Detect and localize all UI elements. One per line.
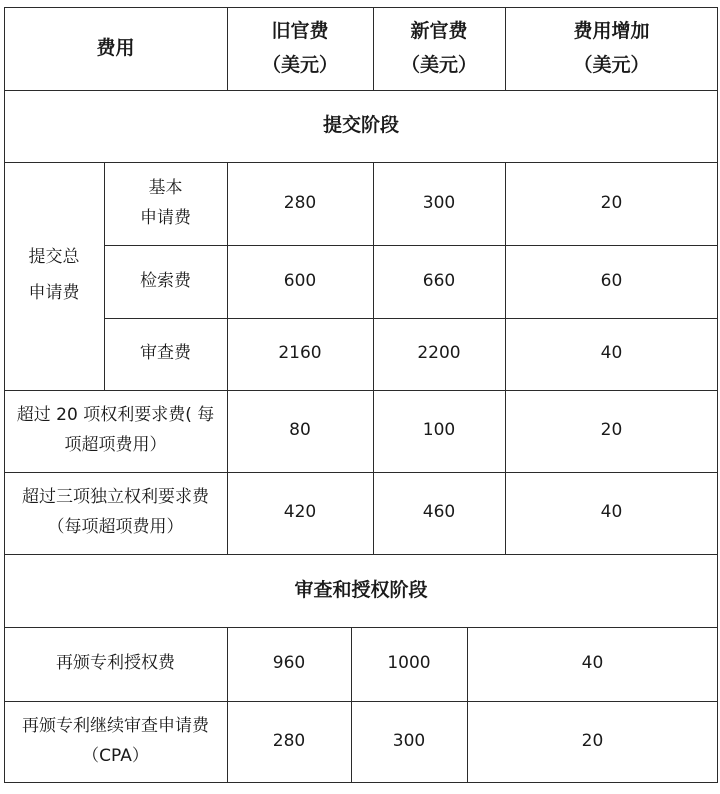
search-fee-increase: 60: [600, 270, 623, 291]
row-reissue-grant-label: 再颁专利授权费: [56, 653, 175, 674]
exam-fee-increase: 40: [600, 343, 623, 364]
reissue-cpa-increase: 20: [581, 730, 604, 751]
excess-claims-new: 100: [422, 420, 456, 441]
header-old-fee: 旧官费 （美元）: [261, 20, 338, 76]
row-basic-fee-label: 基本 申请费: [140, 177, 191, 228]
exam-fee-new: 2200: [417, 343, 461, 364]
row-search-fee-label: 检索费: [140, 270, 191, 291]
reissue-cpa-old: 280: [272, 730, 306, 751]
reissue-cpa-new: 300: [392, 730, 426, 751]
excess-claims-increase: 20: [600, 420, 623, 441]
section-submit: 提交阶段: [322, 114, 399, 137]
basic-fee-old: 280: [283, 192, 317, 213]
reissue-grant-increase: 40: [581, 653, 604, 674]
exam-fee-old: 2160: [278, 343, 322, 364]
independent-claims-old: 420: [283, 502, 317, 523]
search-fee-old: 600: [283, 270, 317, 291]
header-new-fee: 新官费 （美元）: [400, 20, 477, 76]
fee-table: [4, 7, 718, 783]
row-excess-claims-label: 超过 20 项权利要求费( 每 项超项费用）: [16, 405, 215, 455]
header-increase: 费用增加 （美元）: [573, 20, 650, 76]
row-exam-fee-label: 审查费: [140, 343, 191, 364]
search-fee-new: 660: [422, 270, 456, 291]
basic-fee-increase: 20: [600, 192, 623, 213]
header-fee: 费用: [96, 36, 135, 59]
total-application-label: 提交总 申请费: [28, 247, 80, 303]
basic-fee-new: 300: [422, 192, 456, 213]
excess-claims-old: 80: [289, 420, 311, 441]
row-reissue-cpa-label: 再颁专利继续审查申请费 （CPA）: [22, 715, 209, 766]
row-independent-claims-label: 超过三项独立权利要求费 （每项超项费用）: [22, 487, 209, 537]
reissue-grant-old: 960: [272, 653, 306, 674]
reissue-grant-new: 1000: [387, 653, 431, 674]
independent-claims-increase: 40: [600, 502, 623, 523]
section-exam-grant: 审查和授权阶段: [294, 578, 428, 601]
independent-claims-new: 460: [422, 502, 456, 523]
